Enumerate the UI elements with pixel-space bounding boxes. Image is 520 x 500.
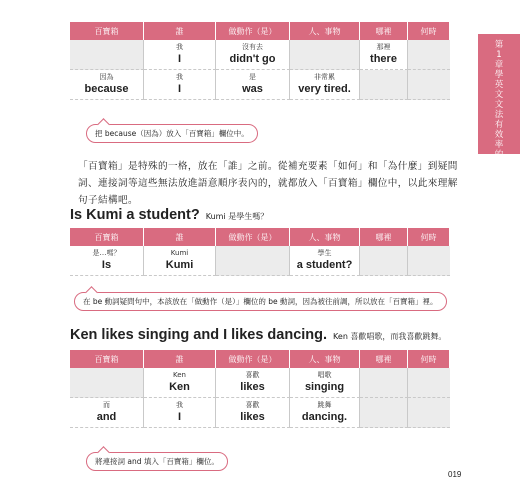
table-1 [70, 22, 450, 100]
example-heading-3 [70, 327, 446, 343]
table-2 [70, 228, 450, 276]
chapter-tab-char: 法 [494, 110, 504, 120]
table-cell [360, 368, 408, 398]
cell-chinese: 而 [103, 401, 110, 409]
table-cell [144, 368, 216, 398]
table-cell [144, 70, 216, 100]
cell-english: Ken [169, 381, 190, 393]
table-cell [70, 368, 144, 398]
table-cell [360, 40, 408, 70]
column-header: 做動作（是） [216, 350, 290, 368]
cell-chinese: 喜歡 [245, 371, 260, 379]
table-cell [70, 246, 144, 276]
chapter-tab-char: 率 [494, 140, 504, 150]
chapter-tab-char: 英 [494, 80, 504, 90]
chapter-tab-char: 章 [494, 60, 504, 70]
cell-chinese: 我 [176, 73, 183, 81]
cell-chinese: 沒有去 [242, 43, 263, 51]
column-header: 人、事物 [290, 22, 360, 40]
table-cell [360, 398, 408, 428]
cell-chinese: Ken [173, 371, 186, 379]
chapter-tab-char: 第 [494, 40, 504, 50]
column-header: 做動作（是） [216, 228, 290, 246]
example-heading-3-en: Ken likes singing and I likes dancing. [70, 327, 328, 343]
cell-english: very tired. [298, 83, 351, 95]
column-header: 誰 [144, 22, 216, 40]
cell-chinese: 學生 [317, 249, 332, 257]
cell-chinese: 唱歌 [317, 371, 332, 379]
chapter-tab-char: 有 [494, 120, 504, 130]
column-header: 百寶箱 [70, 350, 144, 368]
cell-chinese: Kumi [170, 249, 189, 257]
cell-english: and [96, 411, 117, 423]
cell-chinese: 非常累 [314, 73, 335, 81]
cell-english: was [242, 83, 263, 95]
column-header: 誰 [144, 228, 216, 246]
note-2: 在 be 動詞疑問句中，本該放在「做動作（是）」欄位的 be 動詞，因為被往前調，所以放在「百寶箱」裡。 [74, 292, 447, 311]
cell-chinese: 是 [249, 73, 256, 81]
cell-english: Kumi [165, 259, 194, 271]
table-cell [408, 70, 450, 100]
cell-english: singing [304, 381, 345, 393]
chapter-tab-char: 的 [494, 150, 504, 160]
table-cell [144, 40, 216, 70]
table-cell [290, 246, 360, 276]
table-cell [408, 246, 450, 276]
example-heading-2 [70, 207, 268, 223]
cell-chinese: 因為 [99, 73, 114, 81]
table-cell [360, 70, 408, 100]
chapter-tab-char: 效 [494, 130, 504, 140]
table-cell [216, 40, 290, 70]
table-cell [408, 40, 450, 70]
cell-chinese: 喜歡 [245, 401, 260, 409]
column-header: 哪裡 [360, 228, 408, 246]
table-cell [360, 246, 408, 276]
column-header: 何時 [408, 350, 450, 368]
column-header: 哪裡 [360, 22, 408, 40]
column-header: 誰 [144, 350, 216, 368]
table-cell [290, 398, 360, 428]
cell-english: didn't go [229, 53, 276, 65]
example-heading-3-zh: Ken 喜歡唱歌，而我喜歡跳舞。 [333, 332, 447, 341]
table-cell [144, 398, 216, 428]
chapter-tab [478, 34, 520, 190]
note-3: 將連接詞 and 填入「百寶箱」欄位。 [86, 452, 228, 471]
table-cell [70, 70, 144, 100]
table-cell [408, 398, 450, 428]
page-number: 019 [448, 470, 462, 479]
cell-english: likes [240, 411, 265, 423]
column-header: 人、事物 [290, 228, 360, 246]
chapter-tab-char: 1 [496, 50, 502, 60]
column-header: 何時 [408, 22, 450, 40]
cell-english: a student? [296, 259, 353, 271]
table-cell [70, 40, 144, 70]
table-cell [70, 398, 144, 428]
chapter-tab-char: 文 [494, 90, 504, 100]
cell-chinese: 我 [176, 401, 183, 409]
column-header: 百寶箱 [70, 228, 144, 246]
table-cell [216, 398, 290, 428]
example-heading-2-zh: Kumi 是學生嗎？ [205, 212, 269, 221]
cell-chinese: 跳舞 [317, 401, 332, 409]
table-cell [290, 40, 360, 70]
table-cell [290, 368, 360, 398]
cell-chinese: 是…嗎？ [92, 249, 121, 257]
column-header: 哪裡 [360, 350, 408, 368]
table-3 [70, 350, 450, 428]
cell-english: there [370, 53, 397, 65]
cell-chinese: 我 [176, 43, 183, 51]
cell-english: I [177, 411, 182, 423]
explanation-paragraph: 「百寶箱」是特殊的一格，放在「誰」之前。從補充要素「如何」和「為什麼」到疑問詞、連接詞等這些無法放進語意順序表內的，就都放入「百寶箱」欄位中，以此來理解句子結構吧。 [78, 161, 458, 206]
cell-english: likes [240, 381, 265, 393]
table-cell [216, 70, 290, 100]
column-header: 百寶箱 [70, 22, 144, 40]
chapter-tab-char: 法 [494, 180, 504, 190]
chapter-tab-char: 學 [494, 70, 504, 80]
example-heading-2-en: Is Kumi a student? [70, 207, 200, 223]
table-cell [144, 246, 216, 276]
cell-english: dancing. [301, 411, 348, 423]
column-header: 何時 [408, 228, 450, 246]
table-cell [216, 246, 290, 276]
cell-english: I [177, 83, 182, 95]
cell-chinese: 那裡 [376, 43, 391, 51]
cell-english: I [177, 53, 182, 65]
table-cell [290, 70, 360, 100]
note-1: 把 because（因為）放入「百寶箱」欄位中。 [86, 124, 258, 143]
chapter-tab-char: 習 [494, 170, 504, 180]
column-header: 做動作（是） [216, 22, 290, 40]
table-cell [408, 368, 450, 398]
chapter-tab-char: 文 [494, 100, 504, 110]
cell-english: because [84, 83, 129, 95]
column-header: 人、事物 [290, 350, 360, 368]
chapter-tab-char: 學 [494, 160, 504, 170]
cell-english: Is [101, 259, 112, 271]
table-cell [216, 368, 290, 398]
